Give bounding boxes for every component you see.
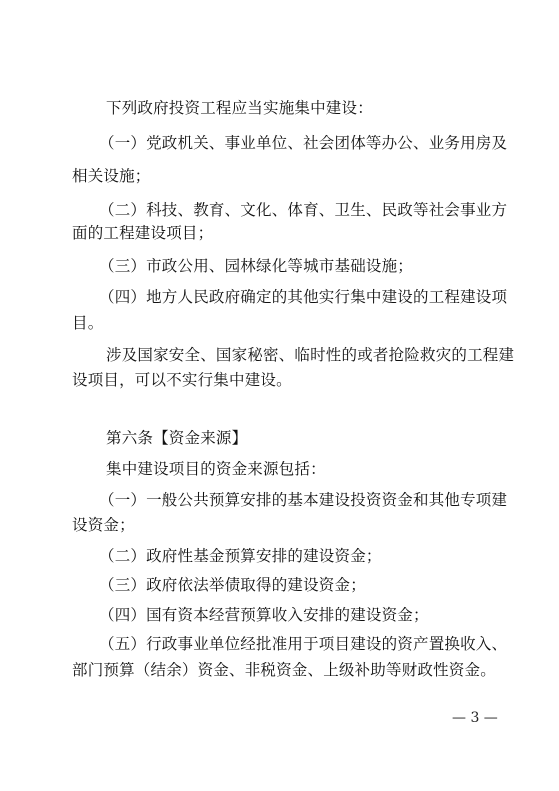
funding-item-5-line1: （五）行政事业单位经批准用于项目建设的资产置换收入、 <box>99 635 508 653</box>
paragraph-intro: 下列政府投资工程应当实施集中建设： <box>106 99 373 117</box>
paragraph-funding-intro: 集中建设项目的资金来源包括： <box>106 460 326 478</box>
paragraph-exception-line1: 涉及国家安全、国家秘密、临时性的或者抢险救灾的工程建 <box>106 346 515 364</box>
list-item-2-line2: 面的工程建设项目； <box>72 224 214 242</box>
funding-item-4: （四）国有资本经营预算收入安排的建设资金； <box>99 606 429 624</box>
page-number: — 3 — <box>452 710 498 726</box>
list-item-2-line1: （二）科技、教育、文化、体育、卫生、民政等社会事业方 <box>99 201 508 219</box>
funding-item-5-line2: 部门预算（结余）资金、非税资金、上级补助等财政性资金。 <box>72 661 496 679</box>
funding-item-3: （三）政府依法举债取得的建设资金； <box>99 576 366 594</box>
list-item-4-line1: （四）地方人民政府确定的其他实行集中建设的工程建设项 <box>99 288 508 306</box>
list-item-3: （三）市政公用、园林绿化等城市基础设施； <box>99 257 414 275</box>
list-item-1-line2: 相关设施； <box>72 167 151 185</box>
list-item-1-line1: （一）党政机关、事业单位、社会团体等办公、业务用房及 <box>99 134 508 152</box>
list-item-4-line2: 目。 <box>72 314 104 332</box>
funding-item-2: （二）政府性基金预算安排的建设资金； <box>99 547 382 565</box>
funding-item-1-line2: 设资金； <box>72 516 135 534</box>
article-heading: 第六条【资金来源】 <box>106 429 248 447</box>
paragraph-exception-line2: 设项目，可以不实行集中建设。 <box>72 371 292 389</box>
funding-item-1-line1: （一）一般公共预算安排的基本建设投资资金和其他专项建 <box>99 491 508 509</box>
